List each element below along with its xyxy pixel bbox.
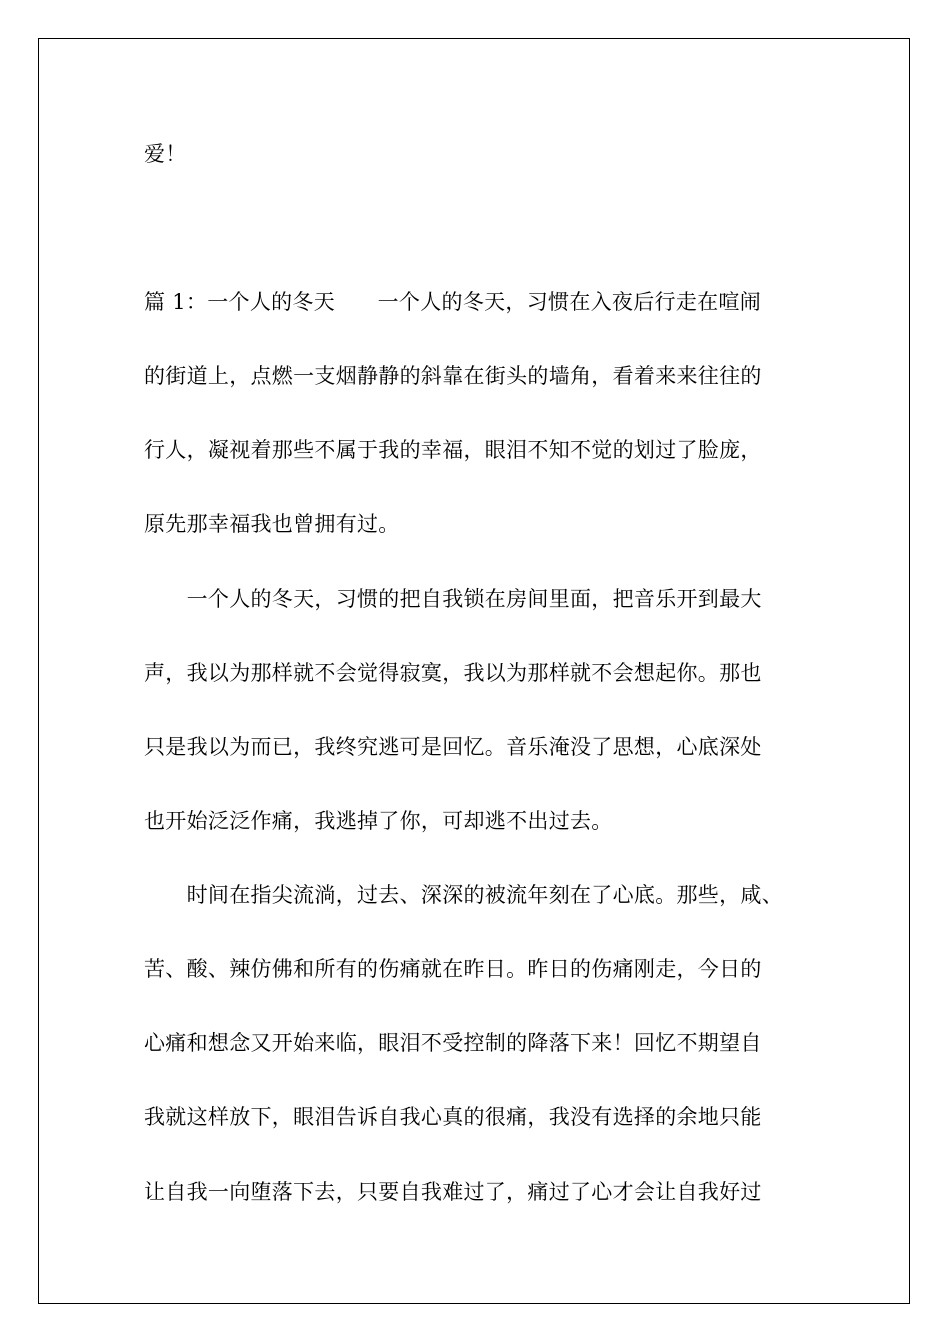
text-line-11: 苦、酸、辣仿佛和所有的伤痛就在昨日。昨日的伤痛刚走，今日的 [144, 957, 762, 981]
text-line-4: 行人，凝视着那些不属于我的幸福，眼泪不知不觉的划过了脸庞， [144, 438, 762, 462]
text-line-5: 原先那幸福我也曾拥有过。 [144, 512, 400, 536]
text-line-2: 篇 1：一个人的冬天 一个人的冬天，习惯在入夜后行走在喧闹 [144, 290, 762, 314]
text-line-7: 声，我以为那样就不会觉得寂寞，我以为那样就不会想起你。那也 [144, 661, 762, 685]
text-line-14: 让自我一向堕落下去，只要自我难过了，痛过了心才会让自我好过 [144, 1180, 762, 1204]
text-line-13: 我就这样放下，眼泪告诉自我心真的很痛，我没有选择的余地只能 [144, 1105, 762, 1129]
text-line-10: 时间在指尖流淌，过去、深深的被流年刻在了心底。那些，咸、 [144, 883, 783, 907]
text-line-12: 心痛和想念又开始来临，眼泪不受控制的降落下来！回忆不期望自 [144, 1031, 762, 1055]
text-line-3: 的街道上，点燃一支烟静静的斜靠在街头的墙角，看着来来往往的 [144, 364, 762, 388]
text-line-1: 爱！ [144, 142, 187, 166]
text-line-9: 也开始泛泛作痛，我逃掉了你，可却逃不出过去。 [144, 809, 613, 833]
text-line-6: 一个人的冬天，习惯的把自我锁在房间里面，把音乐开到最大 [144, 587, 762, 611]
text-line-8: 只是我以为而已，我终究逃可是回忆。音乐淹没了思想，心底深处 [144, 735, 762, 759]
